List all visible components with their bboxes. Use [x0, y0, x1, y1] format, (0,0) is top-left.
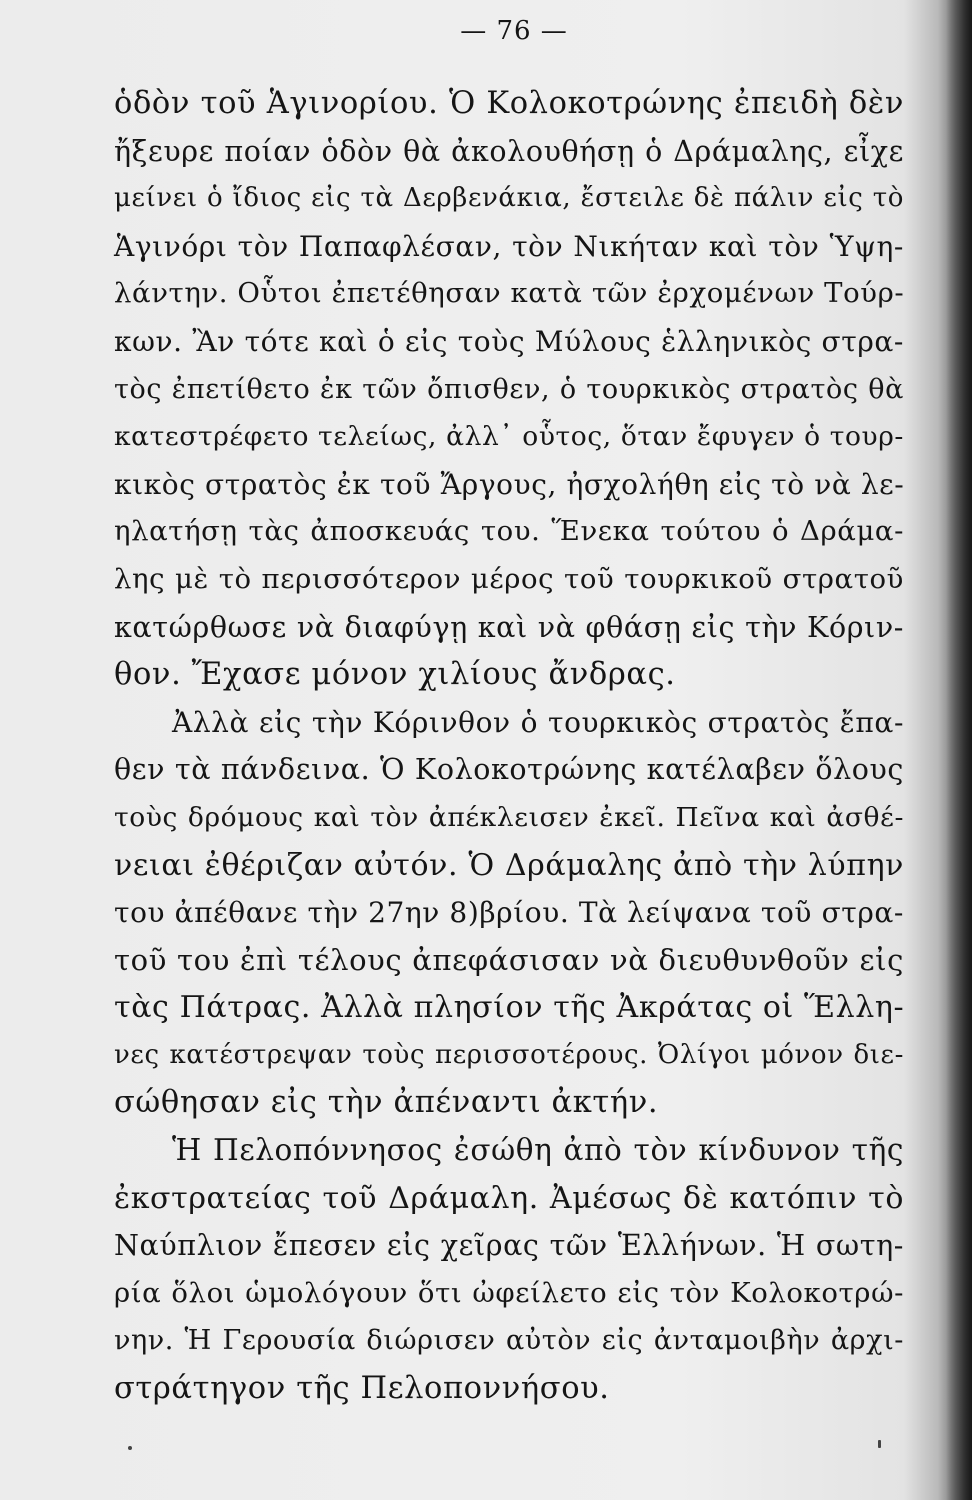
text-line: νες κατέστρεψαν τοὺς περισσοτέρους. Ὀλίγοι μόνον διε-: [114, 1039, 904, 1070]
text-line: του ἀπέθανε τὴν 27ην 8)βρίου. Τὰ λείψανα τοῦ στρα-: [114, 896, 904, 930]
text-line: ἐκστρατείας τοῦ Δράμαλη. Ἀμέσως δὲ κατόπιν τὸ: [114, 1180, 904, 1216]
text-line: τὸς ἐπετίθετο ἐκ τῶν ὄπισθεν, ὁ τουρκικὸς στρατὸς θὰ: [114, 373, 904, 405]
text-line: νην. Ἡ Γερουσία διώρισεν αὐτὸν εἰς ἀνταμοιβὴν ἀρχι-: [114, 1325, 904, 1357]
text-line: τοῦ του ἐπὶ τέλους ἀπεφάσισαν νὰ διευθυνθοῦν εἰς: [114, 942, 904, 977]
text-line: κατώρθωσε νὰ διαφύγῃ καὶ νὰ φθάσῃ εἰς τὴν Κόριν-: [114, 610, 904, 644]
text-line: ρία ὅλοι ὡμολόγουν ὅτι ὠφείλετο εἰς τὸν Κολοκοτρώ-: [114, 1276, 904, 1309]
text-line: μείνει ὁ ἴδιος εἰς τὰ Δερβενάκια, ἔστειλε δὲ πάλιν εἰς τὸ: [114, 183, 904, 214]
text-line: νειαι ἐθέριζαν αὐτόν. Ὁ Δράμαλης ἀπὸ τὴν λύπην: [114, 847, 904, 883]
text-line: Ναύπλιον ἔπεσεν εἰς χεῖρας τῶν Ἑλλήνων. Ἡ σωτη-: [114, 1229, 904, 1263]
text-line: κων. Ἂν τότε καὶ ὁ εἰς τοὺς Μύλους ἑλληνικὸς στρα-: [114, 324, 904, 358]
paragraph-start-line: Ἀλλὰ εἰς τὴν Κόρινθον ὁ τουρκικὸς στρατὸς ἔπα-: [172, 705, 904, 739]
text-line: ὁδὸν τοῦ Ἁγινορίου. Ὁ Κολοκοτρώνης ἐπειδὴ δὲν: [114, 86, 904, 121]
paragraph-end-line: στράτηγον τῆς Πελοποννήσου.: [114, 1371, 610, 1407]
text-line: τοὺς δρόμους καὶ τὸν ἀπέκλεισεν ἐκεῖ. Πεῖνα καὶ ἀσθέ-: [114, 801, 904, 833]
paragraph-start-line: Ἡ Πελοπόννησος ἐσώθη ἀπὸ τὸν κίνδυνον τῆς: [172, 1133, 904, 1168]
text-line: ἤξευρε ποίαν ὁδὸν θὰ ἀκολουθήσῃ ὁ Δράμαλης, εἶχε: [114, 134, 904, 168]
paragraph-end-line: θον. Ἔχασε μόνον χιλίους ἄνδρας.: [114, 657, 676, 693]
print-speck: [128, 1446, 132, 1450]
text-line: Ἁγινόρι τὸν Παπαφλέσαν, τὸν Νικήταν καὶ τὸν Ὑψη-: [114, 229, 904, 263]
text-line: τὰς Πάτρας. Ἀλλὰ πλησίον τῆς Ἀκράτας οἱ Ἕλλη-: [114, 990, 905, 1026]
text-line: κατεστρέφετο τελείως, ἀλλ᾿ οὗτος, ὅταν ἔφυγεν ὁ τουρ-: [114, 421, 904, 453]
text-line: λης μὲ τὸ περισσότερον μέρος τοῦ τουρκικοῦ στρατοῦ: [114, 562, 904, 595]
paragraph-end-line: σώθησαν εἰς τὴν ἀπέναντι ἀκτήν.: [114, 1085, 659, 1121]
text-line: θεν τὰ πάνδεινα. Ὁ Κολοκοτρώνης κατέλαβεν ὅλους: [114, 753, 904, 787]
page-number: — 76 —: [460, 16, 568, 46]
book-gutter-shadow: [946, 0, 972, 1500]
text-line: ηλατήσῃ τὰς ἀποσκευάς του. Ἕνεκα τούτου ὁ Δράμα-: [114, 515, 904, 548]
text-line: κικὸς στρατὸς ἐκ τοῦ Ἄργους, ἠσχολήθη εἰς τὸ νὰ λε-: [114, 467, 905, 501]
print-speck: [878, 1440, 881, 1448]
text-line: λάντην. Οὗτοι ἐπετέθησαν κατὰ τῶν ἐρχομένων Τούρ-: [114, 277, 905, 310]
body-text: [114, 80, 904, 1413]
